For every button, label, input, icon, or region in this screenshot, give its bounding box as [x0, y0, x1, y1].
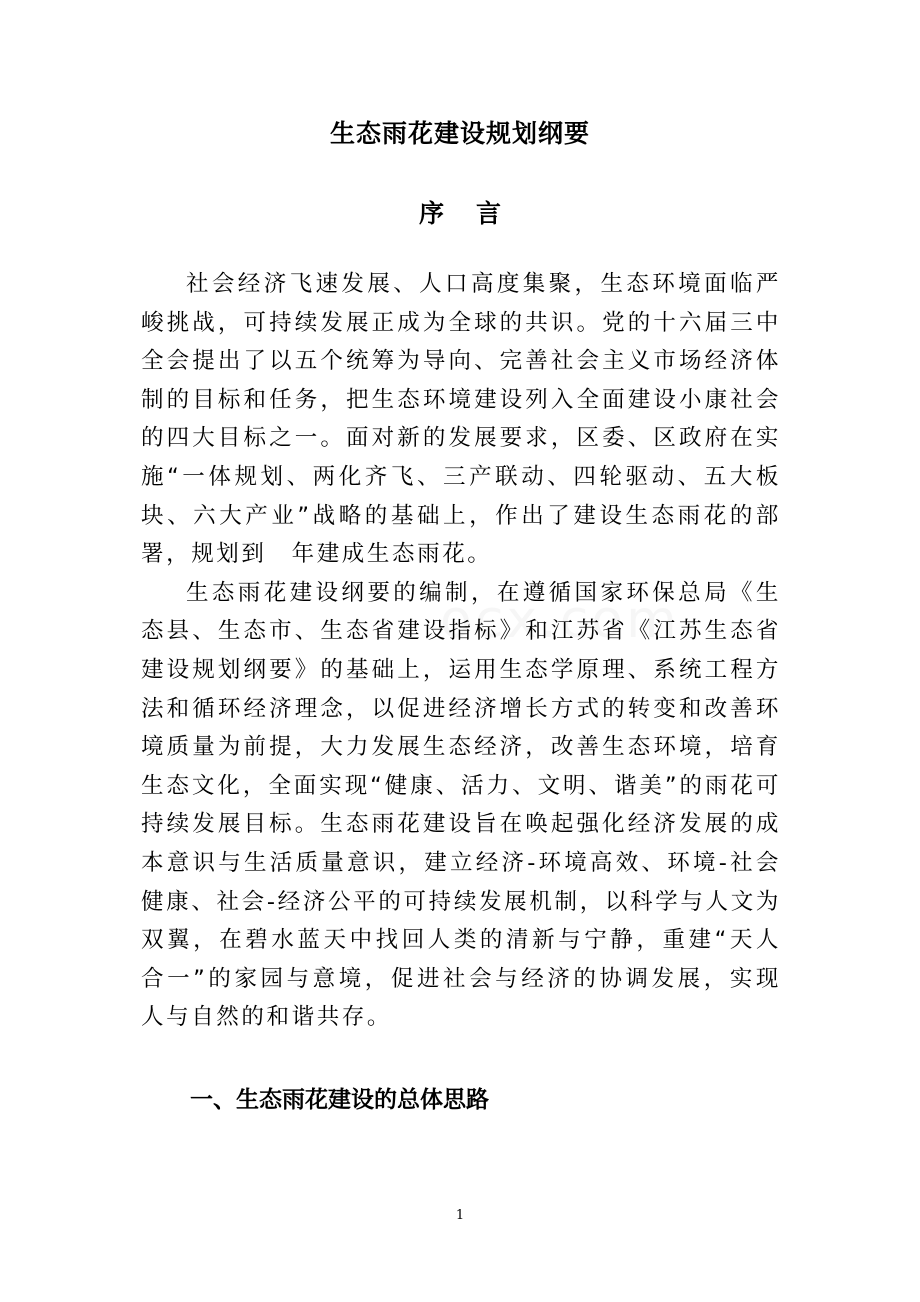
paragraph-2: 生态雨花建设纲要的编制，在遵循国家环保总局《生态县、生态市、生态省建设指标》和江苏省《江苏生态省建设规划纲要》的基础上，运用生态学原理、系统工程方法和循环经济理念，以促进经济增长方式的转变和改善环境质量为前提，大力发展生态经济，改善生态环境，培育生态文化，全面实现“健康、活力、文明、谐美”的雨花可持续发展目标。生态雨花建设旨在唤起强化经济发展的成本意识与生活质量意识，建立经济-环境高效、环境-社会健康、社会-经济公平的可持续发展机制，以科学与人文为双翼，在碧水蓝天中找回人类的清新与宁静，重建“天人合一”的家园与意境，促进社会与经济的协调发展，实现人与自然的和谐共存。 [141, 579, 781, 1031]
preface-heading-char-2: 言 [476, 199, 502, 228]
document-title: 生态雨花建设规划纲要 [329, 119, 590, 148]
preface-body [141, 265, 781, 1037]
section-heading-1: 一、生态雨花建设的总体思路 [190, 1087, 489, 1113]
paragraph-1: 社会经济飞速发展、人口高度集聚，生态环境面临严峻挑战，可持续发展正成为全球的共识。党的十六届三中全会提出了以五个统筹为导向、完善社会主义市场经济体制的目标和任务，把生态环境建设列入全面建设小康社会的四大目标之一。面对新的发展要求，区委、区政府在实施“一体规划、两化齐飞、三产联动、四轮驱动、五大板块、六大产业”战略的基础上，作出了建设生态雨花的部署，规划到 年建成生态雨花。 [141, 271, 781, 568]
preface-heading-char-1: 序 [418, 199, 444, 228]
preface-heading [0, 192, 920, 236]
page-number: 1 [455, 1208, 465, 1223]
